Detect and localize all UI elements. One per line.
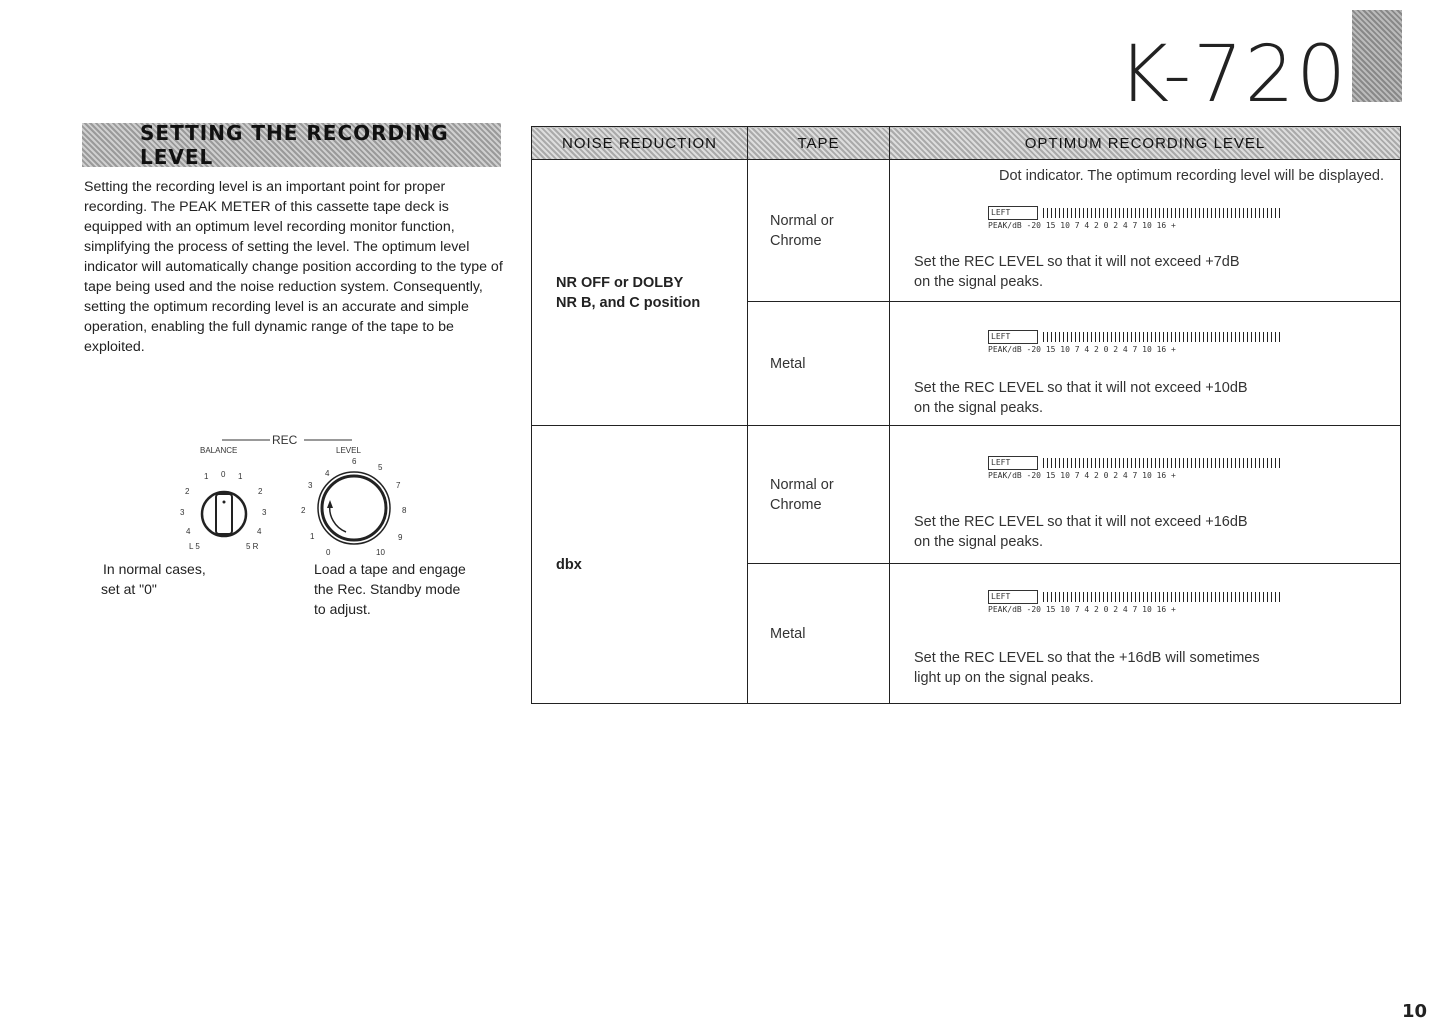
peak-meter: LEFT PEAK/dB -20 15 10 7 4 2 0 2 4 7 10 16 + [988,590,1288,628]
level-mark-1: 1 [310,532,315,541]
balance-mark-1r: 1 [238,472,243,481]
optimum-cell [890,426,1401,564]
balance-mark-3l: 3 [180,508,185,517]
balance-mark-5r: 5 R [246,542,259,551]
section-title: SETTING THE RECORDING LEVEL [82,123,501,167]
level-label: LEVEL [336,446,361,455]
level-mark-6: 6 [352,457,357,466]
header-optimum-level: OPTIMUM RECORDING LEVEL [890,127,1401,160]
level-mark-5: 5 [378,463,383,472]
optimum-cell [890,564,1401,704]
level-mark-10: 10 [376,548,385,557]
tape-cell: Normal or Chrome [748,160,890,302]
model-title: K-720 [1118,30,1348,120]
optimum-note: Set the REC LEVEL so that it will not exceed +10dB on the signal peaks. [914,380,1248,416]
rec-label: REC [272,433,298,447]
optimum-cell [890,302,1401,426]
balance-mark-2l: 2 [185,487,190,496]
nr-cell-dbx: dbx [532,426,748,704]
tape-cell: Metal [748,564,890,704]
header-noise-reduction: NOISE REDUCTION [532,127,748,160]
peak-meter: LEFT PEAK/dB -20 15 10 7 4 2 0 2 4 7 10 16 + [988,330,1288,368]
recording-level-table [531,126,1401,704]
optimum-note: Set the REC LEVEL so that it will not exceed +7dB on the signal peaks. [914,254,1240,290]
balance-label: BALANCE [200,446,238,455]
level-mark-8: 8 [402,506,407,515]
table-row [532,160,1401,302]
header-tape: TAPE [748,127,890,160]
tape-cell: Metal [748,302,890,426]
level-mark-2: 2 [301,506,306,515]
balance-mark-0: 0 [221,470,226,479]
peak-meter: LEFT PEAK/dB -20 15 10 7 4 2 0 2 4 7 10 16 + [988,206,1288,244]
model-graphic-bar [1352,10,1402,102]
level-knob [318,472,390,544]
optimum-cell [890,160,1401,302]
balance-mark-4r: 4 [257,527,262,536]
balance-knob [202,492,246,536]
optimum-note: Set the REC LEVEL so that the +16dB will sometimes light up on the signal peaks. [914,650,1260,686]
balance-mark-5l: L 5 [189,542,200,551]
balance-mark-2r: 2 [258,487,263,496]
page-number: 10 [1401,1001,1427,1022]
balance-mark-3r: 3 [262,508,267,517]
nr-cell-off-dolby: NR OFF or DOLBY NR B, and C position [532,160,748,426]
level-mark-9: 9 [398,533,403,542]
tape-cell: Normal or Chrome [748,426,890,564]
level-mark-3: 3 [308,481,313,490]
level-mark-0: 0 [326,548,331,557]
level-mark-7: 7 [396,481,401,490]
intro-paragraph: Setting the recording level is an important point for proper recording. The PEAK METER of this cassette tape deck is equipped with an optimum level recording monitor function, simplifying the process of setting the level. The optimum level indicator will automatically change position according to the type of tape being used and the noise reduction system. Consequently, setting the optimum recording level is an accurate and simple operation, enabling the full dynamic range of the tape to be exploited. [84,179,503,355]
optimum-note: Set the REC LEVEL so that it will not exceed +16dB on the signal peaks. [914,514,1248,550]
table-row [532,426,1401,564]
balance-caption: In normal cases, set at "0" [101,561,206,597]
peak-meter: LEFT PEAK/dB -20 15 10 7 4 2 0 2 4 7 10 16 + [988,456,1288,494]
rec-knobs-diagram [180,428,420,563]
table-header-row [532,127,1401,160]
level-caption: Load a tape and engage the Rec. Standby mode to adjust. [314,561,466,617]
balance-mark-4l: 4 [186,527,191,536]
balance-mark-1l: 1 [204,472,209,481]
level-mark-4: 4 [325,469,330,478]
dot-indicator-note: Dot indicator. The optimum recording level will be displayed. [999,168,1384,184]
